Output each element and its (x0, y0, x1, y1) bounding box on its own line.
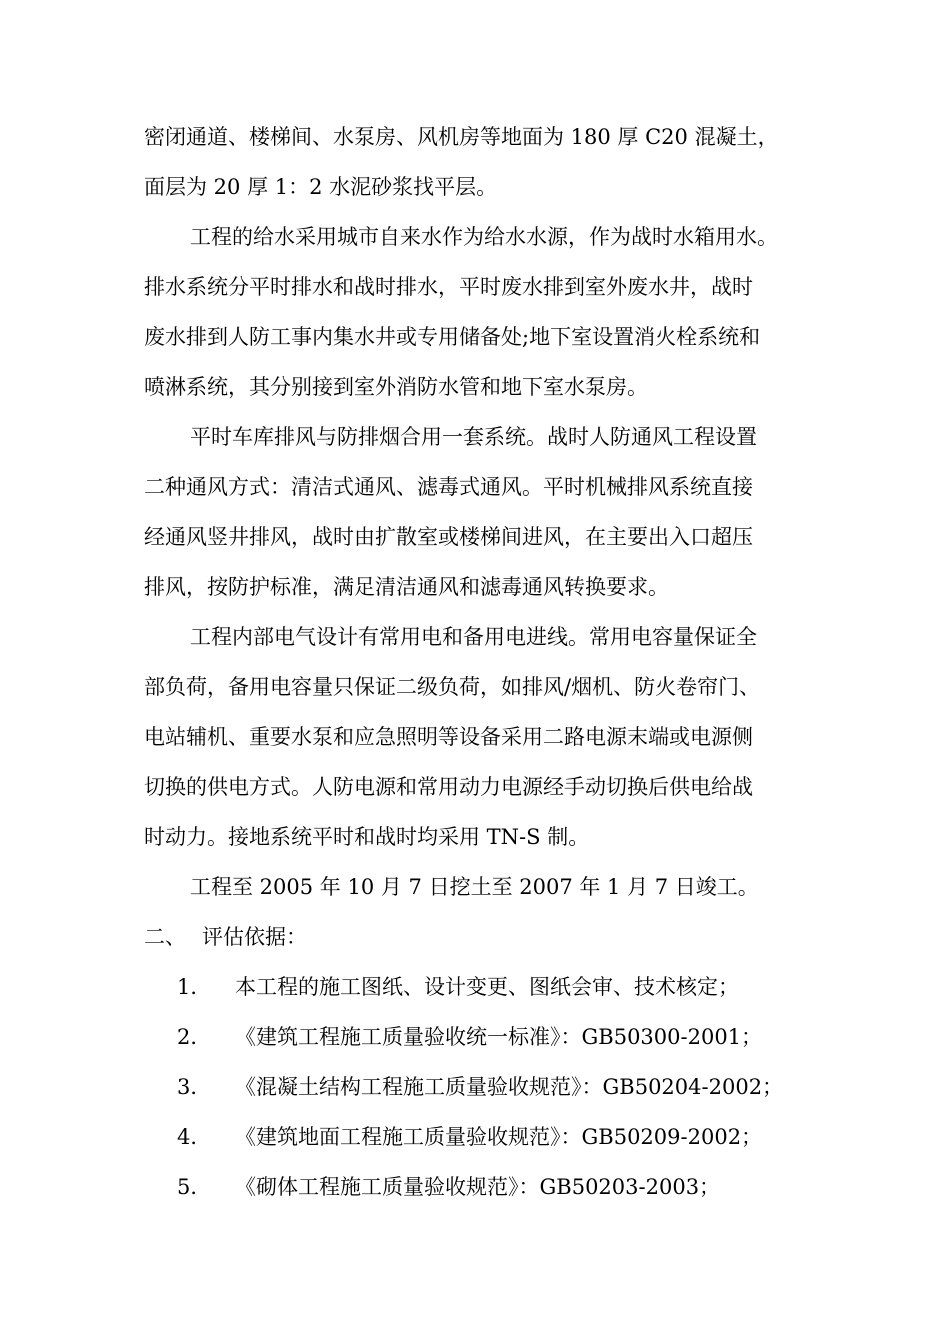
paragraph-line: 经通风竖井排风，战时由扩散室或楼梯间进风，在主要出入口超压 (144, 525, 753, 549)
paragraph-line: 废水排到人防工事内集水井或专用储备处;地下室设置消火栓系统和 (144, 325, 761, 349)
paragraph-line: 面层为 20 厚 1：2 水泥砂浆找平层。 (144, 175, 498, 199)
paragraph-first-line: 平时车库排风与防排烟合用一套系统。战时人防通风工程设置 (190, 425, 757, 449)
paragraph-first-line: 工程至 2005 年 10 月 7 日挖土至 2007 年 1 月 7 日竣工。 (190, 875, 759, 899)
section-heading (144, 912, 814, 962)
list-item-text: 本工程的施工图纸、设计变更、图纸会审、技术核定； (235, 975, 739, 999)
list-item-text: 《砌体工程施工质量验收规范》：GB50203-2003； (235, 1175, 721, 1199)
list-item-number: 4． (177, 1125, 212, 1149)
paragraph-first-line: 工程内部电气设计有常用电和备用电进线。常用电容量保证全 (190, 625, 757, 649)
list-item-number: 2． (177, 1025, 212, 1049)
paragraph-line: 切换的供电方式。人防电源和常用动力电源经手动切换后供电给战 (144, 775, 753, 799)
paragraph-line: 电站辅机、重要水泵和应急照明等设备采用二路电源末端或电源侧 (144, 725, 753, 749)
list-item (144, 1062, 814, 1112)
list-item-number: 3． (177, 1075, 212, 1099)
paragraph-line: 排风，按防护标准，满足清洁通风和滤毒通风转换要求。 (144, 575, 669, 599)
list-item-number: 5． (177, 1175, 212, 1199)
list-item (144, 1162, 814, 1212)
list-item-text: 《建筑工程施工质量验收统一标准》：GB50300-2001； (235, 1025, 763, 1049)
paragraph-line: 时动力。接地系统平时和战时均采用 TN-S 制。 (144, 825, 590, 849)
list-item (144, 1112, 814, 1162)
list-item-text: 《混凝土结构工程施工质量验收规范》：GB50204-2002； (235, 1075, 784, 1099)
list-item (144, 962, 814, 1012)
paragraph-line: 喷淋系统，其分别接到室外消防水管和地下室水泵房。 (144, 375, 648, 399)
list-item-text: 《建筑地面工程施工质量验收规范》：GB50209-2002； (235, 1125, 763, 1149)
section-title: 评估依据： (202, 925, 307, 949)
document-body (144, 112, 814, 1212)
paragraph-line: 二种通风方式：清洁式通风、滤毒式通风。平时机械排风系统直接 (144, 475, 753, 499)
list-item-number: 1． (177, 975, 212, 999)
section-number: 二、 (144, 925, 186, 949)
paragraph-line: 排水系统分平时排水和战时排水，平时废水排到室外废水井，战时 (144, 275, 753, 299)
list-item (144, 1012, 814, 1062)
paragraph-first-line: 工程的给水采用城市自来水作为给水水源，作为战时水箱用水。 (190, 225, 778, 249)
paragraph-line: 部负荷，备用电容量只保证二级负荷，如排风/烟机、防火卷帘门、 (144, 675, 761, 699)
paragraph-line: 密闭通道、楼梯间、水泵房、风机房等地面为 180 厚 C20 混凝土， (144, 125, 779, 149)
